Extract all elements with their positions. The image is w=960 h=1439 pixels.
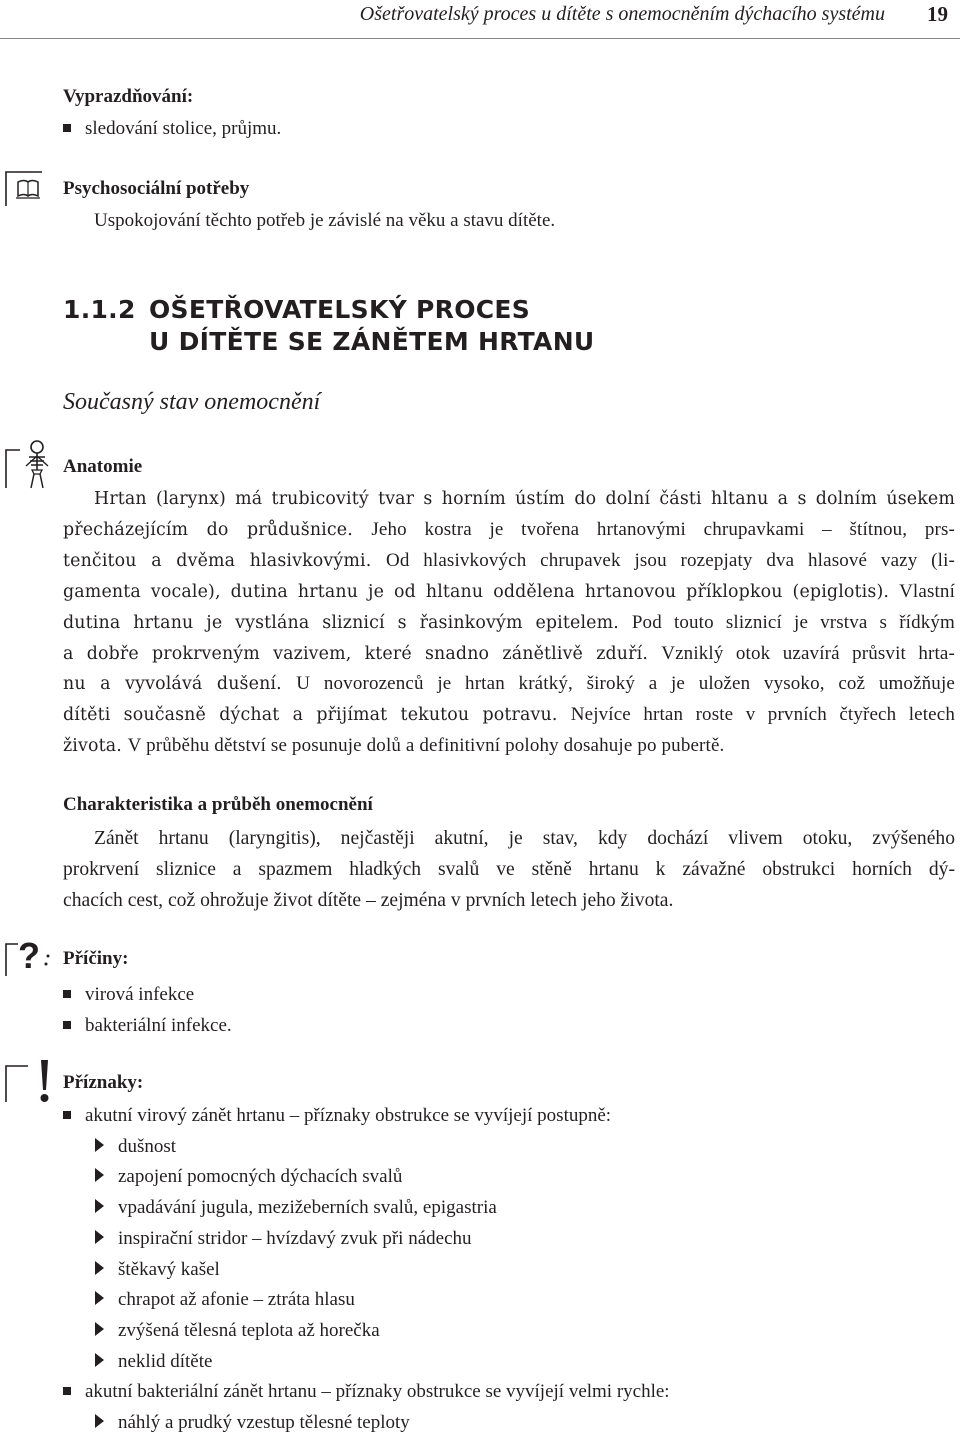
square-bullet-icon	[63, 1387, 71, 1395]
paragraph-line	[63, 639, 955, 670]
sentence: přecházejícím do průdušnice.	[63, 519, 353, 540]
svg-text:?: ?	[18, 935, 40, 976]
triangle-bullet-icon	[95, 1291, 104, 1305]
sub-list-item	[95, 1347, 670, 1378]
anatomie-paragraph	[63, 484, 955, 762]
sentence: Jeho kostra je tvořena hrtanovými chrupavkami – štítnou, prs-	[371, 518, 955, 540]
sentence: života.	[63, 736, 122, 757]
psycho-text: Uspokojování těchto potřeb je závislé na věku a stavu dítěte.	[94, 210, 556, 231]
sub-list-item	[95, 1408, 670, 1439]
triangle-bullet-icon	[95, 1138, 104, 1152]
sub-list-item-text: zvýšená tělesná teplota až horečka	[118, 1319, 380, 1341]
sentence: Pod touto sliznicí je vrstva s řídkým	[631, 611, 955, 633]
sentence: Vzniklý otok uzavírá průsvit hrta-	[661, 642, 955, 664]
square-bullet-icon	[63, 1111, 71, 1119]
section-title	[63, 294, 595, 358]
sub-list-item	[95, 1132, 670, 1163]
running-header	[0, 0, 960, 38]
sub-list-item-text: neklid dítěte	[118, 1350, 213, 1372]
skeleton-icon	[4, 438, 52, 492]
sub-list-item-text: vpadávání jugula, mezižeberních svalů, epigastria	[118, 1197, 497, 1219]
list-item	[63, 1010, 232, 1041]
paragraph-line: prokrvení sliznice a spazmem hladkých svalů ve stěně hrtanu k závažné obstrukci horních dý-	[63, 859, 955, 880]
sub-list-item	[95, 1224, 670, 1255]
paragraph-line	[63, 608, 955, 639]
list-item	[63, 118, 281, 140]
psycho-heading-text: Psychosociální potřeby	[63, 178, 250, 199]
book-icon	[4, 168, 46, 208]
list-item-text: sledování stolice, průjmu.	[85, 118, 282, 139]
paragraph-line	[63, 669, 955, 700]
priznaky-heading: Příznaky:	[63, 1072, 144, 1093]
subheading: Současný stav onemocnění	[63, 389, 321, 415]
sub-list-item-text: náhlý a prudký vzestup tělesné teploty	[118, 1412, 410, 1434]
sentence: V průběhu dětství se posunuje dolů a definitivní polohy dosahuje po pubertě.	[127, 735, 725, 757]
page-number: 19	[927, 2, 948, 26]
sub-list-item-text: zapojení pomocných dýchacích svalů	[118, 1166, 403, 1188]
sentence: dítěti současně dýchat a přijímat tekutou potravu.	[63, 705, 558, 726]
list-item	[63, 979, 232, 1010]
sub-list-item-text: inspirační stridor – hvízdavý zvuk při nádechu	[118, 1227, 472, 1249]
square-bullet-icon	[63, 1021, 71, 1029]
paragraph-line	[63, 546, 955, 577]
sub-list	[63, 1408, 670, 1439]
sub-list-item-text: dušnost	[118, 1135, 177, 1157]
charakteristika-paragraph	[63, 823, 955, 916]
section-title-line2: U DÍTĚTE SE ZÁNĚTEM HRTANU	[149, 327, 595, 356]
sub-list-item-text: chrapot až afonie – ztráta hlasu	[118, 1289, 355, 1311]
sentence: gamenta vocale), dutina hrtanu je od hltanu oddělena hrtanovou příklopkou (epiglotis).	[63, 581, 890, 602]
triangle-bullet-icon	[95, 1230, 104, 1244]
list-item	[63, 1101, 670, 1132]
triangle-bullet-icon	[95, 1322, 104, 1336]
priciny-heading: Příčiny:	[63, 948, 129, 969]
psycho-heading	[63, 178, 249, 200]
sub-list-item	[95, 1285, 670, 1316]
sentence: tenčitou a dvěma hlasivkovými.	[63, 550, 372, 571]
sentence: nu a vyvolává dušení.	[63, 674, 282, 695]
sentence: dutina hrtanu je vystlána sliznicí s řasinkovým epitelem.	[63, 612, 619, 633]
sub-list-item	[95, 1193, 670, 1224]
priznaky-list	[63, 1101, 670, 1439]
triangle-bullet-icon	[95, 1261, 104, 1275]
paragraph-line	[63, 577, 955, 608]
sub-list-item-text: štěkavý kašel	[118, 1258, 220, 1280]
list-item	[63, 1377, 670, 1408]
triangle-bullet-icon	[95, 1168, 104, 1182]
paragraph-line	[63, 700, 955, 731]
square-bullet-icon	[63, 124, 71, 132]
list-item-text: akutní virový zánět hrtanu – příznaky obstrukce se vyvíjejí postupně:	[85, 1105, 612, 1126]
question-icon	[4, 934, 52, 978]
sentence: U novorozenců je hrtan krátký, široký a je uložen vysoko, což umožňuje	[296, 673, 955, 695]
paragraph-line: chacích cest, což ohrožuje život dítěte – zejména v prvních letech jeho života.	[63, 890, 674, 911]
sentence: Od hlasivkových chrupavek jsou rozepjaty dva hlasové vazy (li-	[385, 549, 955, 571]
sub-list-item	[95, 1162, 670, 1193]
paragraph-line	[63, 515, 955, 546]
triangle-bullet-icon	[95, 1353, 104, 1367]
priciny-list	[63, 979, 232, 1041]
exclamation-icon	[4, 1056, 52, 1106]
header-rule	[0, 38, 960, 39]
paragraph-line: Zánět hrtanu (laryngitis), nejčastěji akutní, je stav, kdy dochází vlivem otoku, zvýšeného	[94, 828, 955, 849]
section-title-line1: OŠETŘOVATELSKÝ PROCES	[149, 295, 531, 324]
list-item-text: akutní bakteriální zánět hrtanu – příznaky obstrukce se vyvíjejí velmi rychle:	[85, 1381, 670, 1403]
charakteristika-heading: Charakteristika a průběh onemocnění	[63, 794, 373, 815]
list-item-text: bakteriální infekce.	[85, 1015, 232, 1036]
running-header-title: Ošetřovatelský proces u dítěte s onemocněním dýchacího systému	[359, 3, 885, 25]
sub-list	[63, 1132, 670, 1378]
triangle-bullet-icon	[95, 1414, 104, 1428]
sentence: a dobře prokrveným vazivem, které snadno zánětlivě zduří.	[63, 643, 648, 664]
vyprazdnovani-heading: Vyprazdňování:	[63, 86, 194, 107]
triangle-bullet-icon	[95, 1199, 104, 1213]
sentence: Vlastní	[899, 580, 955, 602]
sub-list-item	[95, 1316, 670, 1347]
sentence: Nejvíce hrtan roste v prvních čtyřech letech	[570, 704, 955, 726]
anatomie-heading: Anatomie	[63, 456, 143, 477]
paragraph-line	[63, 731, 955, 762]
paragraph-line: Hrtan (larynx) má trubicovitý tvar s horním ústím do dolní části hltanu a s dolním úsekem	[94, 489, 955, 509]
sub-list-item	[95, 1255, 670, 1286]
square-bullet-icon	[63, 990, 71, 998]
section-number: 1.1.2	[63, 295, 136, 324]
list-item-text: virová infekce	[85, 984, 195, 1005]
